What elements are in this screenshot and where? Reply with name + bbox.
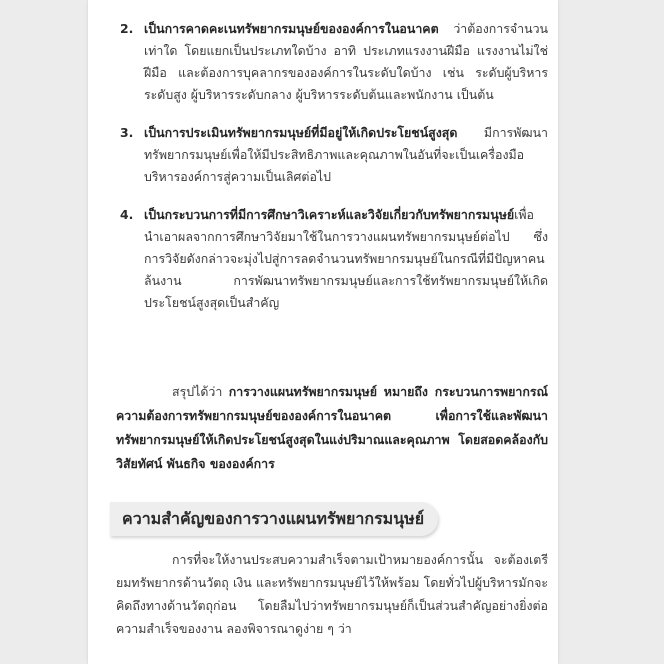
list-item <box>116 204 548 314</box>
summary-lead: สรุปได้ว่า <box>172 384 229 399</box>
list-item-number: 4. <box>120 207 134 222</box>
list-item-heading: เป็นการประเมินทรัพยากรมนุษย์ที่มีอยู่ให้เกิดประโยชน์สูงสุด <box>144 125 458 140</box>
list-item-number: 3. <box>120 125 134 140</box>
summary-paragraph <box>116 380 548 476</box>
numbered-list <box>116 18 548 330</box>
body-paragraph: การที่จะให้งานประสบความสำเร็จตามเป้าหมายองค์การนั้น จะต้องเตรียมทรัพยากรด้านวัตถุ เงิน และทรัพยากรมนุษย์ไว้ให้พร้อม โดยทั่วไปผู้บริหารมักจะคิดถึงทางด้านวัตถุก่อน โดยลืมไปว่าทรัพยากรมนุษย์ก็เป็นส่วนสำคัญอย่างยิ่งต่อความสำเร็จของงาน ลองพิจารณาดูง่าย ๆ ว่า <box>116 552 548 636</box>
section-heading: ความสำคัญของการวางแผนทรัพยากรมนุษย์ <box>110 502 438 536</box>
list-item-text: มีการพัฒนาทรัพยากรมนุษย์เพื่อให้มีประสิทธิภาพและคุณภาพในอันที่จะเป็นเครื่องมือบริหารองค์การสู่ความเป็นเลิศต่อไป <box>144 125 548 184</box>
list-item-number: 2. <box>120 21 134 36</box>
document-page <box>88 0 558 664</box>
summary-definition: การวางแผนทรัพยากรมนุษย์ หมายถึง กระบวนการพยากรณ์ความต้องการทรัพยากรมนุษย์ขององค์การในอนาคต เพื่อการใช้และพัฒนาทรัพยากรมนุษย์ให้เกิดประโยชน์สูงสุดในแง่ปริมาณและคุณภาพ โดยสอดคล้องกับวิสัยทัศน์ พันธกิจ ขององค์การ <box>116 384 549 471</box>
list-item-text: ว่าต้องการจำนวนเท่าใด โดยแยกเป็นประเภทใดบ้าง อาทิ ประเภทแรงงานฝีมือ แรงงานไม่ใช่ฝีมือ และต้องการบุคลากรขององค์การในระดับใดบ้าง เช่น ระดับผู้บริหารระดับสูง ผู้บริหารระดับกลาง ผู้บริหารระดับต้นและพนักงาน เป็นต้น <box>144 21 548 102</box>
list-item <box>116 18 548 106</box>
list-item <box>116 122 548 188</box>
list-item-text: เพื่อนำเอาผลจากการศึกษาวิจัยมาใช้ในการวางแผนทรัพยากรมนุษย์ต่อไป ซึ่งการวิจัยดังกล่าวจะมุ่งไปสู่การลดจำนวนทรัพยากรมนุษย์ในกรณีที่มีปัญหาคนล้นงาน การพัฒนาทรัพยากรมนุษย์และการใช้ทรัพยากรมนุษย์ให้เกิดประโยชน์สูงสุดเป็นสำคัญ <box>144 207 548 310</box>
list-item-heading: เป็นการคาดคะเนทรัพยากรมนุษย์ขององค์การในอนาคต <box>144 21 439 36</box>
list-item-heading: เป็นกระบวนการที่มีการศึกษาวิเคราะห์และวิจัยเกี่ยวกับทรัพยากรมนุษย์ <box>144 207 515 222</box>
